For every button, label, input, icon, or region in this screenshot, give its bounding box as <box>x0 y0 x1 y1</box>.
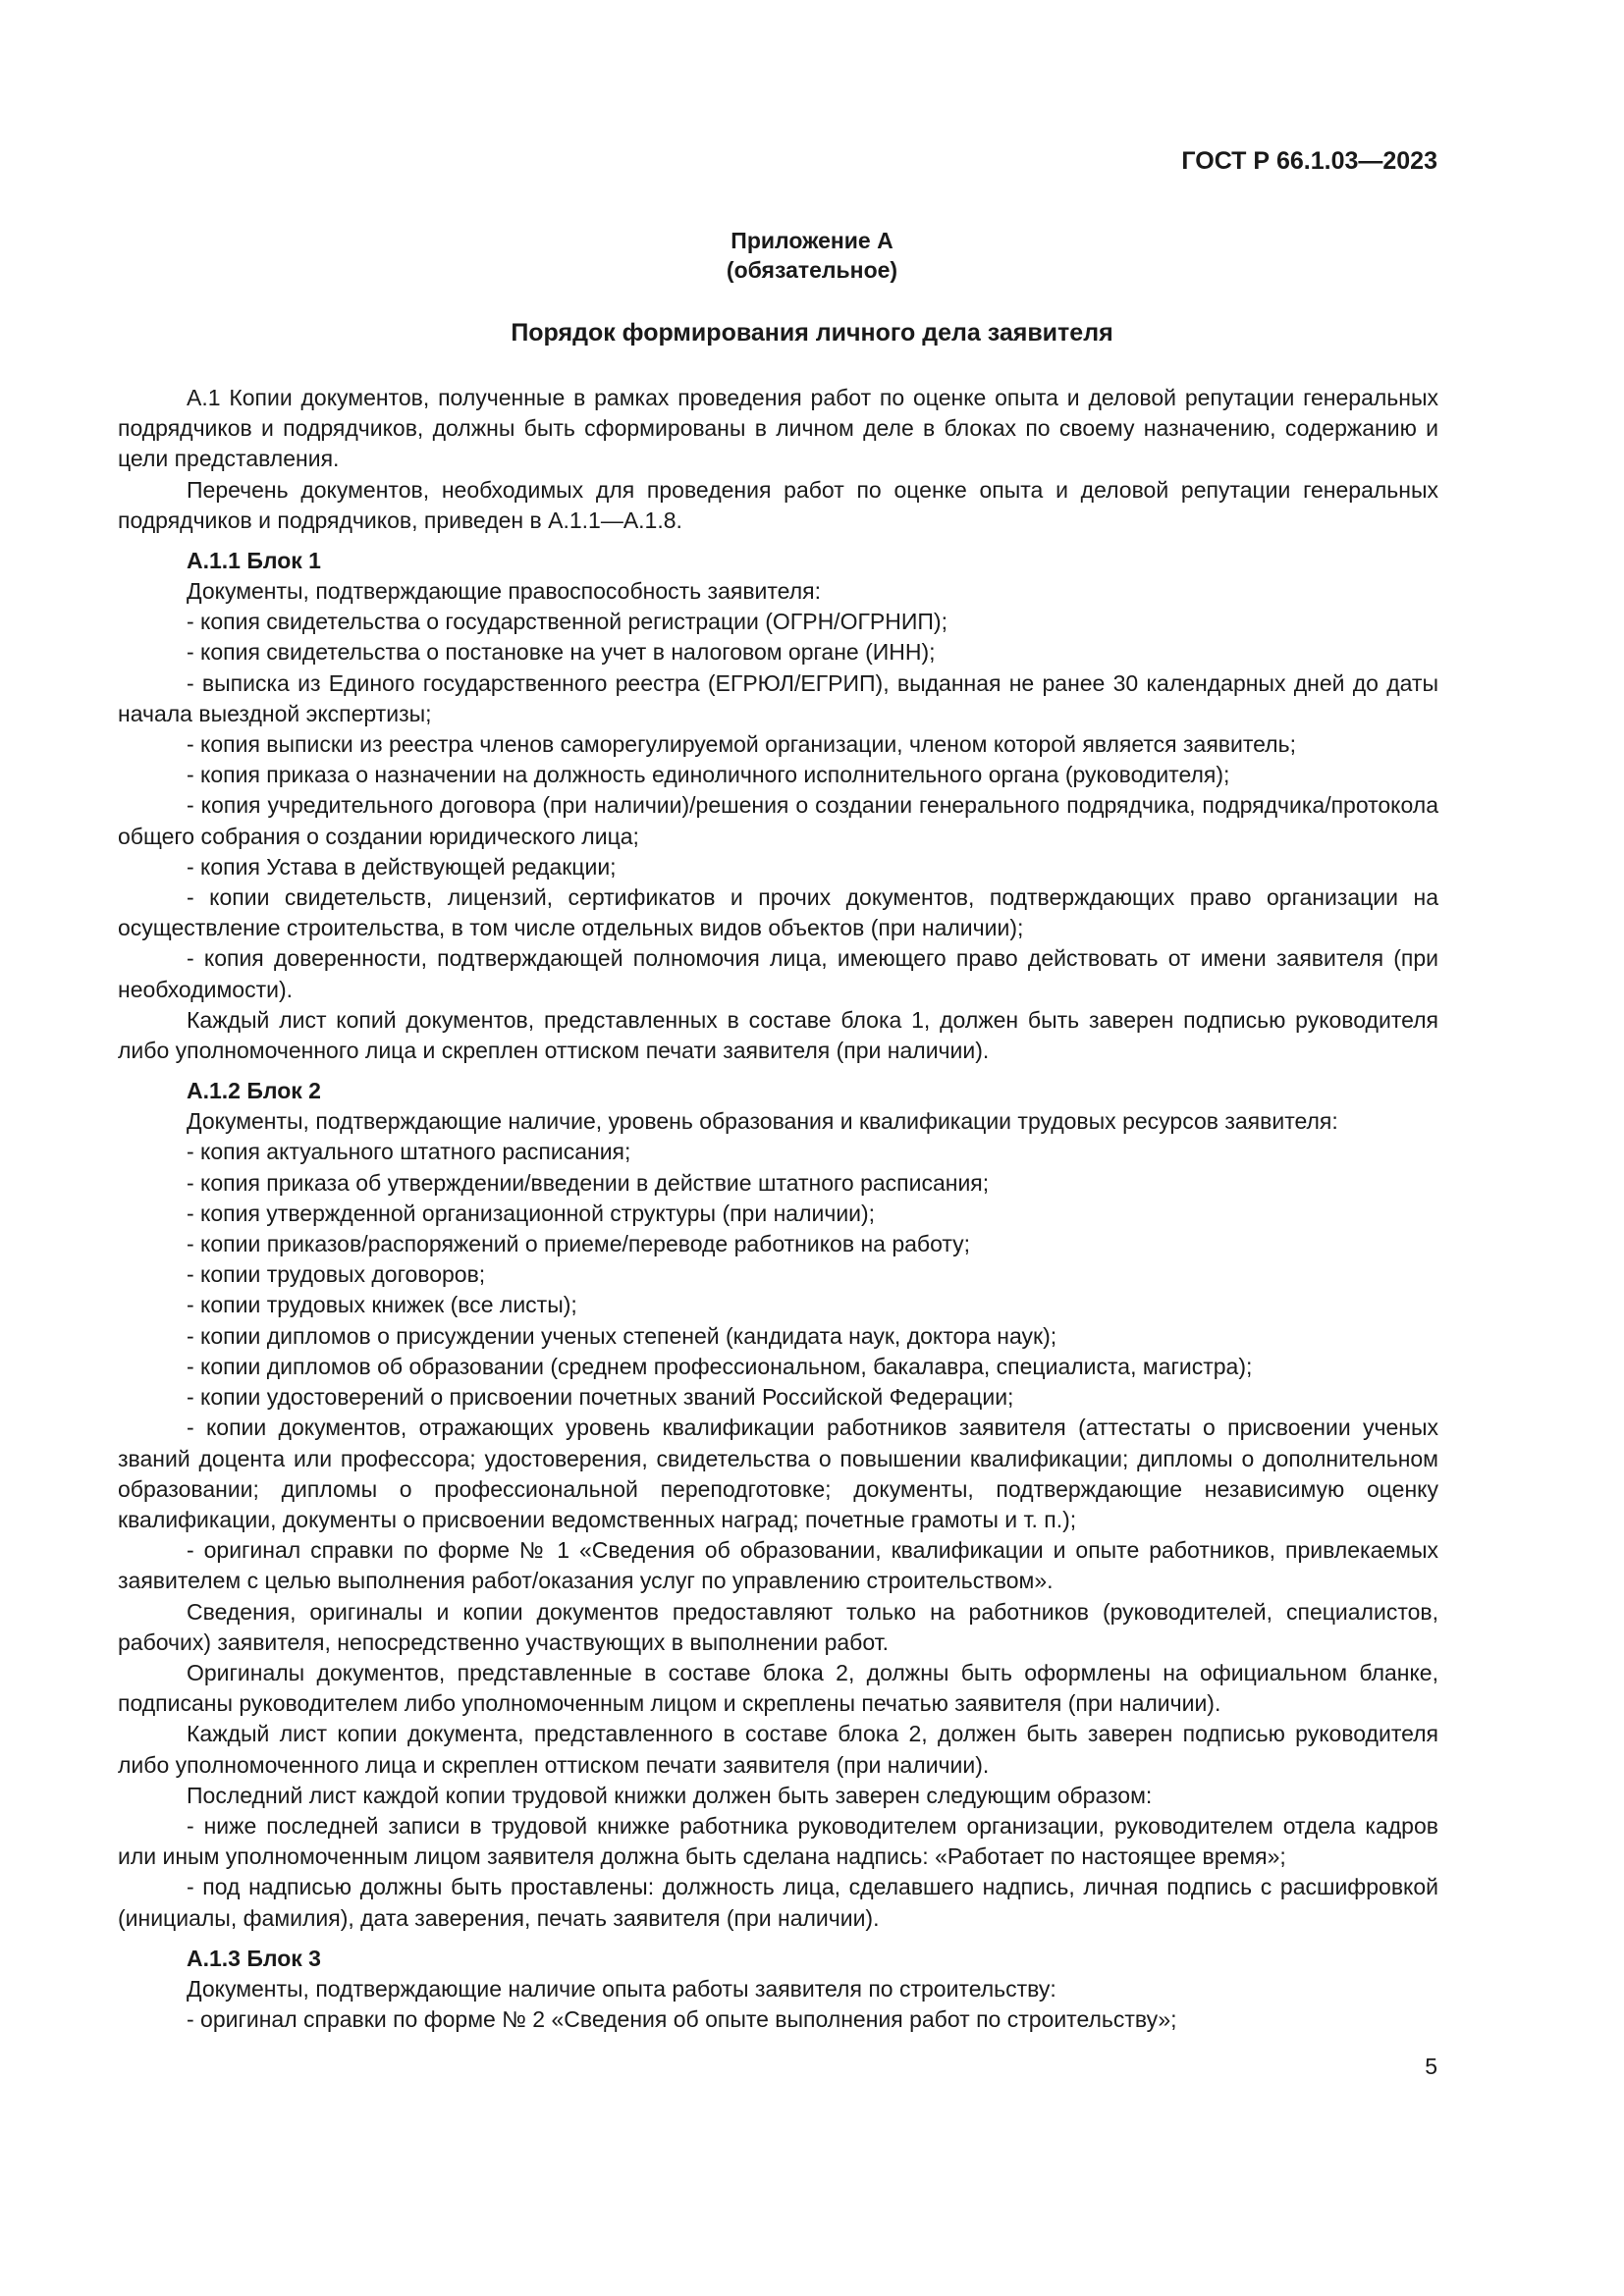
document-code: ГОСТ Р 66.1.03—2023 <box>1181 147 1437 175</box>
paragraph: Последний лист каждой копии трудовой книжки должен быть заверен следующим образом: <box>187 1782 1153 1808</box>
paragraph: - оригинал справки по форме № 2 «Сведения об опыте выполнения работ по строительству»; <box>187 2005 1177 2032</box>
annex-status: (обязательное) <box>726 257 898 283</box>
paragraph: Документы, подтверждающие наличие опыта работы заявителя по строительству: <box>187 1975 1056 2002</box>
paragraph: - копии трудовых договоров; <box>187 1261 486 1288</box>
paragraph: - копии удостоверений о присвоении почетных званий Российской Федерации; <box>187 1384 1014 1411</box>
paragraph: - копия утвержденной организационной структуры (при наличии); <box>187 1200 876 1226</box>
section-heading: А.1.2 Блок 2 <box>187 1078 321 1104</box>
page-number: 5 <box>1425 2054 1437 2079</box>
paragraph: - копии приказов/распоряжений о приеме/переводе работников на работу; <box>187 1231 971 1257</box>
paragraph: - копии дипломов об образовании (среднем профессиональном, бакалавра, специалиста, магистра); <box>187 1353 1253 1379</box>
paragraph: Оригиналы документов, представленные в составе блока 2, должны быть оформлены на официальном бланке, подписаны руководителем либо уполномоченным лицом и скреплены печатью заявителя (при наличии). <box>118 1659 1438 1717</box>
paragraph: Сведения, оригиналы и копии документов предоставляют только на работников (руководителей, специалистов, рабочих) заявителя, непосредственно участвующих в выполнении работ. <box>118 1598 1438 1655</box>
paragraph: - выписка из Единого государственного реестра (ЕГРЮЛ/ЕГРИП), выданная не ранее 30 календарных дней до даты начала выездной экспертизы; <box>118 669 1438 726</box>
paragraph: - копия доверенности, подтверждающей полномочия лица, имеющего право действовать от имени заявителя (при необходимости). <box>118 945 1438 1002</box>
paragraph: Каждый лист копии документа, представленного в составе блока 2, должен быть заверен подписью руководителя либо уполномоченного лица и скреплен оттиском печати заявителя (при наличии). <box>118 1721 1438 1778</box>
paragraph: - копия приказа об утверждении/введении в действие штатного расписания; <box>187 1169 990 1196</box>
paragraph: - копии трудовых книжек (все листы); <box>187 1292 577 1318</box>
section-heading: А.1.3 Блок 3 <box>187 1945 321 1971</box>
section-heading: А.1.1 Блок 1 <box>187 548 321 574</box>
paragraph: - копии документов, отражающих уровень квалификации работников заявителя (аттестаты о присвоении ученых званий доцента или профессора; удостоверения, свидетельства о повышении квалификации; дипломы о дополнительном образовании; дипломы о профессиональной переподготовке; документы, подтверждающие независимую оценку квалификации, документы о присвоении ведомственных наград; почетные грамоты и т. п.); <box>118 1415 1438 1532</box>
paragraph: - копия свидетельства о государственной регистрации (ОГРН/ОГРНИП); <box>187 609 947 635</box>
paragraph: - копия приказа о назначении на должность единоличного исполнительного органа (руководителя); <box>187 762 1230 788</box>
paragraph: - копия Устава в действующей редакции; <box>187 853 617 880</box>
annex-title: Порядок формирования личного дела заявителя <box>511 319 1113 347</box>
annex-heading <box>0 226 1624 285</box>
document-body <box>118 383 1438 2035</box>
paragraph: Документы, подтверждающие правоспособность заявителя: <box>187 578 821 605</box>
paragraph: - копии дипломов о присуждении ученых степеней (кандидата наук, доктора наук); <box>187 1322 1057 1349</box>
paragraph: - ниже последней записи в трудовой книжке работника руководителем организации, руководителем отдела кадров или иным уполномоченным лицом заявителя должна быть сделана надпись: «Работает по настоящее время»; <box>118 1812 1438 1870</box>
paragraph: А.1 Копии документов, полученные в рамках проведения работ по оценке опыта и деловой репутации генеральных подрядчиков и подрядчиков, должны быть сформированы в личном деле в блоках по своему назначению, содержанию и цели представления. <box>118 385 1438 472</box>
paragraph: Каждый лист копий документов, представленных в составе блока 1, должен быть заверен подписью руководителя либо уполномоченного лица и скреплен оттиском печати заявителя (при наличии). <box>118 1006 1438 1064</box>
paragraph: - копия актуального штатного расписания; <box>187 1139 631 1165</box>
paragraph: - копия учредительного договора (при наличии)/решения о создании генерального подрядчика, подрядчика/протокола общего собрания о создании юридического лица; <box>118 792 1438 849</box>
paragraph: - под надписью должны быть проставлены: должность лица, сделавшего надпись, личная подпись с расшифровкой (инициалы, фамилия), дата заверения, печать заявителя (при наличии). <box>118 1874 1438 1931</box>
paragraph: Перечень документов, необходимых для проведения работ по оценке опыта и деловой репутации генеральных подрядчиков и подрядчиков, приведен в А.1.1—А.1.8. <box>118 476 1438 533</box>
paragraph: Документы, подтверждающие наличие, уровень образования и квалификации трудовых ресурсов заявителя: <box>187 1108 1338 1135</box>
paragraph: - копии свидетельств, лицензий, сертификатов и прочих документов, подтверждающих право организации на осуществление строительства, в том числе отдельных видов объектов (при наличии); <box>118 884 1438 941</box>
annex-label: Приложение А <box>731 228 893 253</box>
paragraph: - копия свидетельства о постановке на учет в налоговом органе (ИНН); <box>187 639 936 666</box>
paragraph: - оригинал справки по форме № 1 «Сведения об образовании, квалификации и опыте работников, привлекаемых заявителем с целью выполнения работ/оказания услуг по управлению строительством». <box>118 1537 1438 1594</box>
paragraph: - копия выписки из реестра членов саморегулируемой организации, членом которой является заявитель; <box>187 731 1296 758</box>
